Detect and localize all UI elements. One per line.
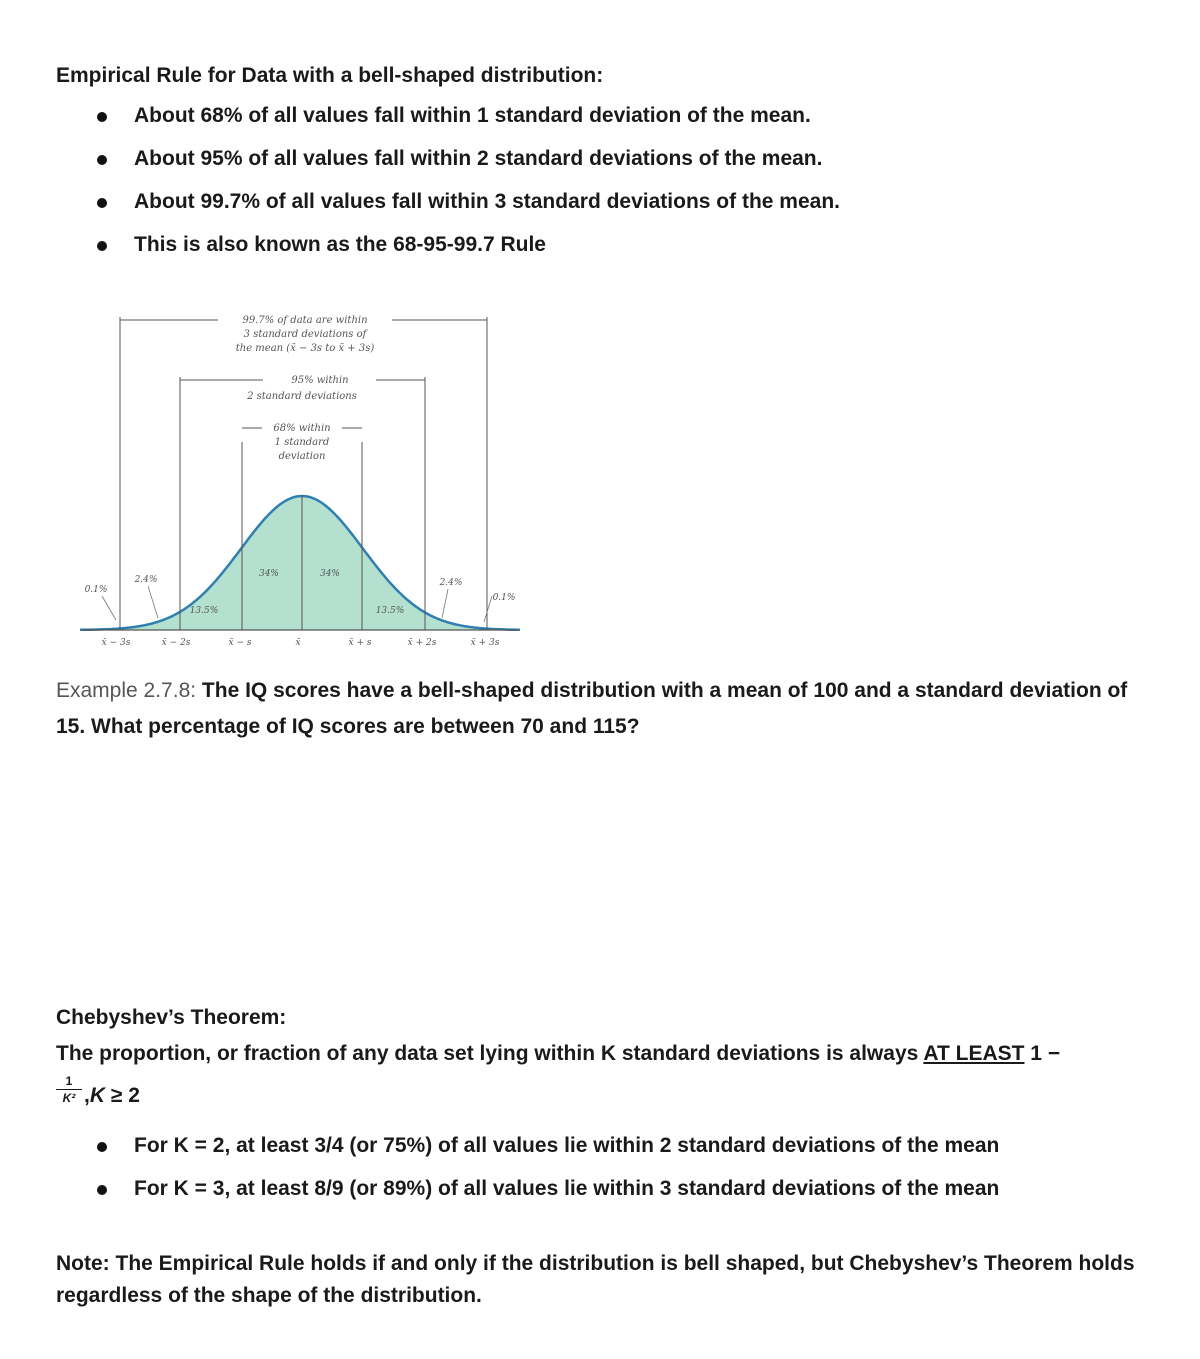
bullet-dot-icon: [97, 155, 107, 165]
bracket-997-line-2: 3 standard deviations of: [243, 329, 367, 340]
bracket-68-line-1: 68% within: [273, 423, 331, 434]
condition-separator: ,: [84, 1084, 90, 1107]
bullet-dot-icon: [97, 1142, 107, 1152]
k-condition: [84, 1084, 140, 1108]
bracket-997-line-1: 99.7% of data are within: [242, 315, 368, 326]
bullet-dot-icon: [97, 1185, 107, 1195]
bullet-text: About 99.7% of all values fall within 3 standard deviations of the mean.: [134, 190, 840, 213]
chebyshev-statement: [56, 1042, 1060, 1066]
bracket-labels: [236, 315, 375, 462]
bullet-text: This is also known as the 68-95-99.7 Rule: [134, 233, 546, 256]
chebyshev-text-before: The proportion, or fraction of any data set lying within K standard deviations is always: [56, 1042, 924, 1065]
label-band-left-1: 34%: [258, 569, 280, 579]
bracket-95-line-1: 95% within: [291, 375, 349, 386]
bullet-dot-icon: [97, 241, 107, 251]
example-text: The IQ scores have a bell-shaped distribution with a mean of 100 and a standard deviation of 15. What percentage of IQ scores are between 70 and 115?: [56, 679, 1128, 738]
tick-minus-2s: x̄ − 2s: [161, 638, 191, 648]
bullet-text: For K = 3, at least 8/9 (or 89%) of all values lie within 3 standard deviations of the mean: [134, 1177, 1000, 1200]
label-band-right-3: 2.4%: [439, 578, 463, 588]
tick-plus-3s: x̄ + 3s: [470, 638, 500, 648]
bracket-95-line-2: 2 standard deviations: [247, 391, 357, 402]
label-band-right-2: 13.5%: [375, 606, 405, 616]
bullet-dot-icon: [97, 198, 107, 208]
fraction: [56, 1074, 82, 1105]
label-band-right-1: 34%: [319, 569, 341, 579]
bracket-68-line-2: 1 standard: [274, 437, 330, 448]
tick-plus-2s: x̄ + 2s: [407, 638, 437, 648]
leader-tail-right: [484, 596, 492, 622]
label-band-left-2: 13.5%: [189, 606, 219, 616]
label-tail-left: 0.1%: [84, 585, 108, 595]
at-least-emphasis: AT LEAST: [923, 1042, 1025, 1065]
note-paragraph: Note: The Empirical Rule holds if and only if the distribution is bell shaped, but Chebyshev’s Theorem holds regardless of the shape of the distribution.: [56, 1252, 1135, 1307]
bullet-text: About 95% of all values fall within 2 standard deviations of the mean.: [134, 147, 823, 170]
x-axis-ticks: [102, 638, 500, 648]
chebyshev-text-after: 1 −: [1024, 1042, 1061, 1065]
bullet-text: For K = 2, at least 3/4 (or 75%) of all values lie within 2 standard deviations of the mean: [134, 1134, 1000, 1157]
fraction-denominator: K²: [62, 1091, 76, 1105]
tick-plus-1s: x̄ + s: [348, 638, 372, 648]
example-label: Example 2.7.8:: [56, 679, 197, 702]
empirical-heading: Empirical Rule for Data with a bell-shaped distribution:: [56, 64, 604, 87]
condition-variable: K: [89, 1084, 106, 1107]
bullet-text: About 68% of all values fall within 1 standard deviation of the mean.: [134, 104, 811, 127]
leader-band-right-3: [442, 589, 448, 618]
chebyshev-title: Chebyshev’s Theorem:: [56, 1006, 287, 1029]
tick-mean: x̄: [295, 638, 301, 648]
label-tail-right: 0.1%: [492, 593, 516, 603]
tick-minus-3s: x̄ − 3s: [101, 638, 131, 648]
bracket-997-line-3: the mean (x̄ − 3s to x̄ + 3s): [235, 343, 375, 354]
bell-curve-area: [80, 496, 520, 630]
leader-band-left-3: [148, 586, 158, 618]
condition-rest: ≥ 2: [105, 1084, 140, 1107]
bullet-dot-icon: [97, 112, 107, 122]
label-band-left-3: 2.4%: [134, 575, 158, 585]
tick-minus-1s: x̄ − s: [228, 638, 252, 648]
example-paragraph: [56, 673, 1156, 745]
leader-tail-left: [102, 596, 116, 620]
fraction-numerator: 1: [56, 1074, 82, 1090]
bell-curve-figure: [80, 300, 520, 650]
bracket-68-line-3: deviation: [278, 451, 326, 462]
